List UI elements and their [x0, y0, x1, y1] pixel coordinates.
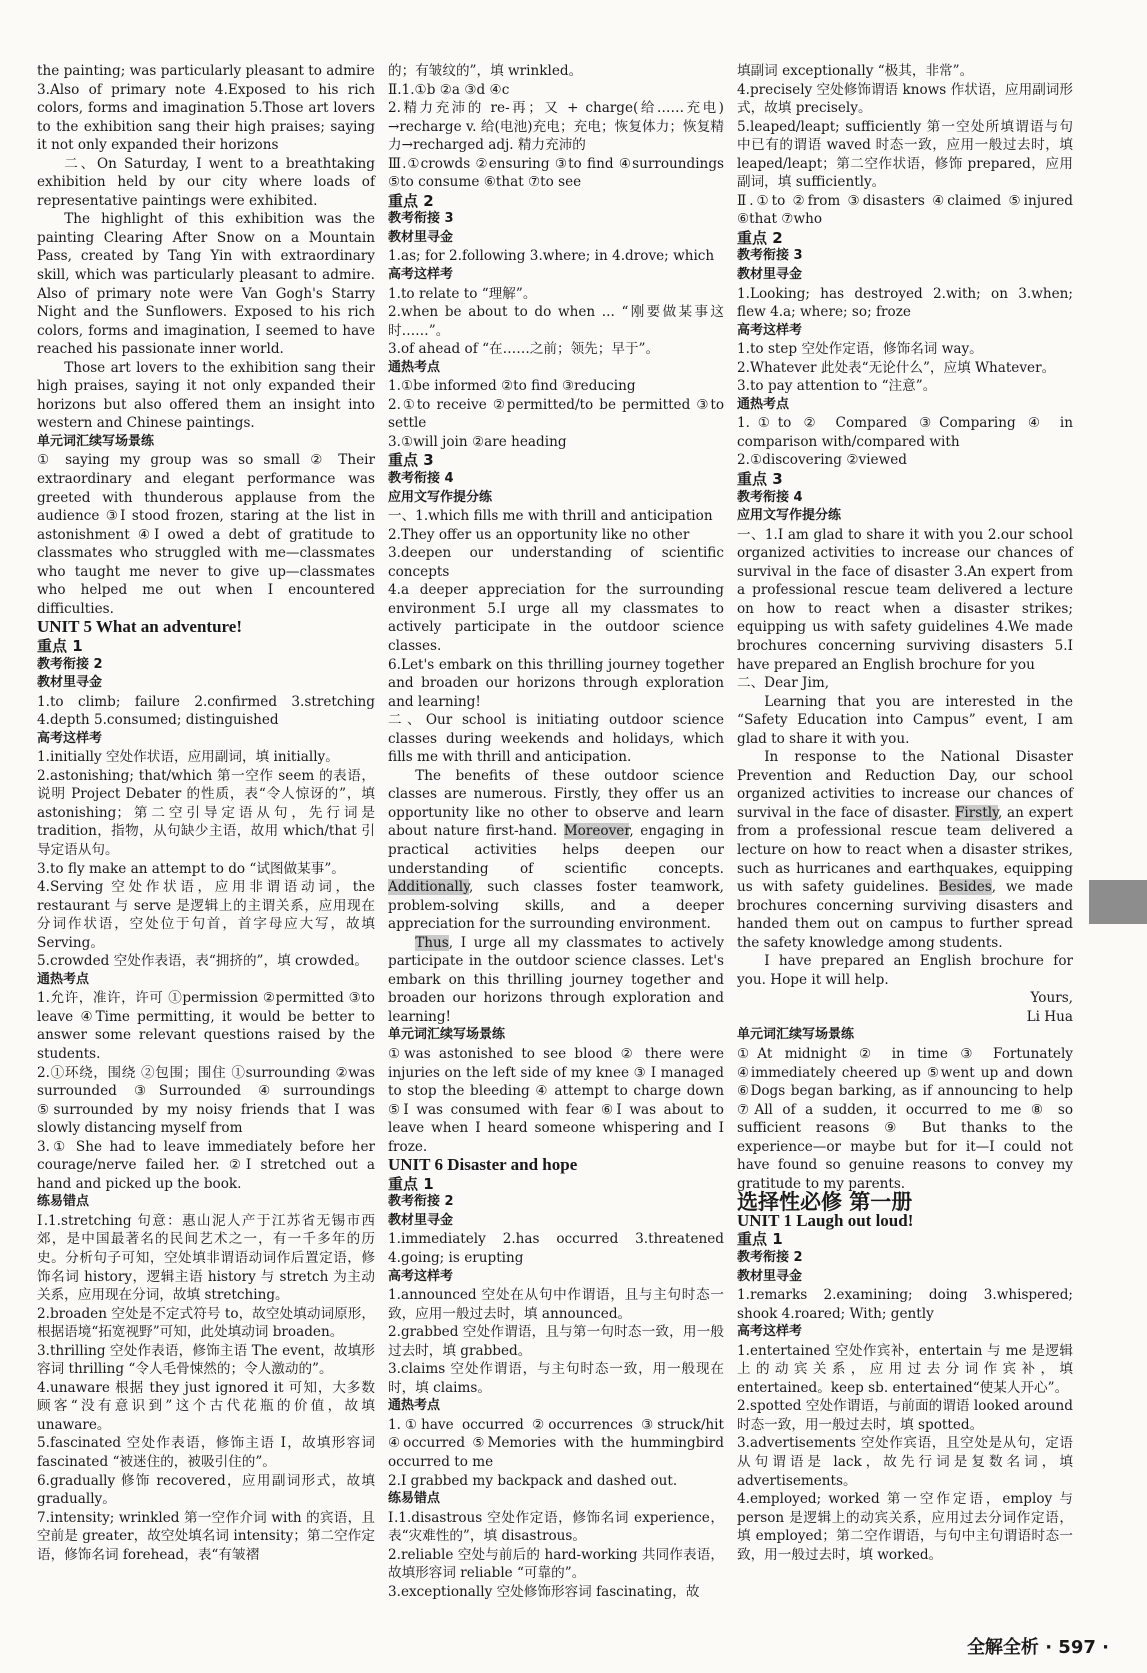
col3-line: 2.①discovering ②viewed — [737, 452, 907, 469]
col2-line: 2.reliable 空处与前后的 hard-working 共同作表语，故填形容词 reliable “可靠的”。 — [388, 1546, 724, 1582]
col3-line: 通热考点 — [737, 396, 790, 412]
col3-line: 教考衔接 2 — [737, 1250, 803, 1265]
col1-line: 通热考点 — [37, 971, 90, 987]
col1-line: ① saying my group was so small ② Their extraordinary and elegant performance was greeted with thunderous applause from the audience ③I stood frozen, staring at the list in astonishment ④I owed a debt of gratitude to classmates who struggled with me—classmates who taught me never to give up—classmates who helped me out when I encountered difficulties. — [37, 452, 375, 617]
col2-line: 重点 2 — [388, 191, 434, 210]
col3-line: 1.①to ② Compared ③Comparing ④ in comparison with/compared with — [737, 415, 1073, 450]
column-3 — [737, 62, 1073, 1564]
col1-line: 5.crowded 空处作表语，表“拥挤的”，填 crowded。 — [37, 953, 368, 970]
col3-line: 1.entertained 空处作宾补，entertain 与 me 是逻辑上的动宾关系，应用过去分词作宾补，填 entertained。keep sb. entertained“使某人开心”。 — [737, 1342, 1073, 1396]
col1-line: 单元词汇续写场景练 — [37, 433, 155, 449]
col3-line: 1.remarks 2.examining; doing 3.whispered; shook 4.roared; With; gently — [737, 1287, 1073, 1322]
col3-line: ①At midnight ② in time ③ Fortunately ④immediately cheered up ⑤went up and down ⑥Dogs began barking, as if announcing to help ⑦All of a sudden, it occurred to me ⑧ so sufficient reasons ⑨ But thanks to the experience—or maybe but for it—I could not have found so genuine reasons to convey my gratitude to my parents. — [737, 1045, 1073, 1192]
col1-line: 1.initially 空处作状语，应用副词，填 initially。 — [37, 749, 339, 766]
col2-line: Ⅰ.1.disastrous 空处作定语，修饰名词 experience，表“灾难性的”，填 disastrous。 — [388, 1509, 724, 1545]
col1-line: 2.broaden 空处是不定式符号 to，故空处填动词原形，根据语境“拓宽视野”可知，此处填动词 broaden。 — [37, 1305, 375, 1341]
col1-line: 二、On Saturday, I went to a breathtaking exhibition held by our city where loads of representative paintings were exhibited. — [37, 155, 375, 209]
col3-line: 高考这样考 — [737, 1324, 803, 1340]
col1-line: UNIT 5 What an adventure! — [37, 617, 242, 637]
col2-line: 教考衔接 3 — [388, 211, 454, 227]
col2-line: Ⅱ.1.①b ②a ③d ④c — [388, 81, 510, 98]
col1-line: 教材里寻金 — [37, 675, 103, 691]
col1-line: Those art lovers to the exhibition sang their high praises, saying it not only expanded their horizons but also offered them an insight into western and Chinese paintings. — [37, 359, 375, 432]
side-tab-marker — [1089, 880, 1147, 924]
col2-line: 教材里寻金 — [388, 229, 454, 245]
col3-line: I have prepared an English brochure for you. Hope it will help. — [737, 953, 1073, 988]
col3-line: 单元词汇续写场景练 — [737, 1027, 855, 1043]
col3-line: 教考衔接 4 — [737, 489, 803, 505]
col3-line: 重点 1 — [737, 1230, 783, 1249]
col3-line: Yours, — [1030, 990, 1073, 1007]
col2-line: 2.grabbed 空处作谓语，且与第一句时态一致，用一般过去时，填 grabbed。 — [388, 1324, 724, 1359]
col3-line: 教考衔接 3 — [737, 248, 803, 264]
highlight-word: Besides — [938, 879, 992, 896]
column-2 — [388, 62, 724, 1601]
col1-line: 4.Serving 空处作状语，应用非谓语动词，the restaurant 与 serve 是逻辑上的主谓关系，应用现在分词作状语，空处位于句首，首字母应大写，故填 Serving。 — [37, 879, 375, 951]
col3-line: Li Hua — [1026, 1008, 1073, 1025]
col1-line: Ⅰ.1.stretching 句意：惠山泥人产于江苏省无锡市西郊，是中国最著名的民间艺术之一，有一千多年的历史。分析句子可知，空处填非谓语动词作后置定语，修饰名词 history，逻辑主语 history 与 stretch 为主动关系，应用现在分词，故填 stretching。 — [37, 1212, 375, 1304]
col1-line: 3.① She had to leave immediately before her courage/nerve failed her. ②I stretched out a hand and picked up the book. — [37, 1138, 375, 1192]
col1-line: 5.fascinated 空处作表语，修饰主语 I，故填形容词 fascinated “被迷住的，被吸引住的”。 — [37, 1435, 375, 1471]
col2-line: 重点 3 — [388, 451, 434, 470]
col1-line: 教考衔接 2 — [37, 656, 103, 672]
col2-line: 3.of ahead of “在……之前；领先；早于”。 — [388, 341, 660, 358]
col3-line: 2.Whatever 此处表“无论什么”，应填 Whatever。 — [737, 359, 1056, 376]
col2-line: Thus, I urge all my classmates to actively participate in the outdoor science classes. Let's embark on this thrilling journey together and broaden our horizons through exploration and learning! — [388, 934, 724, 1025]
col3-line: Ⅱ.①to ②from ③disasters ④claimed ⑤injured ⑥that ⑦who — [737, 192, 1073, 228]
col1-line: 1.允许，准许，许可 ①permission ②permitted ③to leave ④Time permitting, it would be better to answer some relevant questions raised by the students. — [37, 990, 375, 1062]
col2-line: 通热考点 — [388, 359, 441, 375]
col2-line: 2.They offer us an opportunity like no other — [388, 526, 690, 543]
col3-line: 二、Dear Jim, — [737, 675, 830, 692]
col3-line: 3.advertisements 空处作宾语，且空处是从句，定语从句谓语是 lack，故先行词是复数名词，填 advertisements。 — [737, 1435, 1073, 1489]
col3-line: In response to the National Disaster Prevention and Reduction Day, our school organized activities to increase our chances of survival in the face of disaster. Firstly, an expert from a professional rescue team delivered a lecture on how to react when a disaster strikes, such as hurricanes and earthquakes, equipping us with safety guidelines. Besides, we made brochures concerning surviving disasters and handed them out on campus to further spread the safety knowledge among students. — [737, 749, 1074, 951]
col3-line: 教材里寻金 — [737, 1268, 803, 1284]
col3-line: 4.precisely 空处修饰谓语 knows 作状语，应用副词形式，故填 precisely。 — [737, 81, 1073, 117]
col1-line: 6.gradually 修饰 recovered，应用副词形式，故填 gradually。 — [37, 1472, 375, 1508]
col2-line: 1.to relate to “理解”。 — [388, 285, 537, 302]
col2-line: 教考衔接 2 — [388, 1194, 454, 1210]
col2-line: 1.announced 空处在从句中作谓语，且与主句时态一致，应用一般过去时，填 announced。 — [388, 1287, 724, 1322]
col1-line: 3.to fly make an attempt to do “试图做某事”。 — [37, 860, 345, 877]
col2-line: Ⅲ.①crowds ②ensuring ③to find ④surroundings ⑤to consume ⑥that ⑦to see — [388, 155, 724, 191]
col3-line: 填副词 exceptionally “极其，非常”。 — [737, 63, 974, 79]
col3-line: 高考这样考 — [737, 322, 803, 338]
highlight-word: Moreover — [563, 823, 630, 840]
column-1 — [37, 62, 375, 1564]
highlight-word: Firstly — [955, 804, 998, 821]
col3-line: Learning that you are interested in the “Safety Education into Campus” event, I am glad to share it with you. — [737, 693, 1073, 747]
col2-line: 的；有皱纹的”，填 wrinkled。 — [388, 63, 583, 79]
col3-line: 2.spotted 空处作谓语，与前面的谓语 looked around 时态一致，用一般过去时，填 spotted。 — [737, 1398, 1073, 1433]
col2-line: 1.①be informed ②to find ③reducing — [388, 378, 636, 395]
col3-line: 一、1.I am glad to share it with you 2.our school organized activities to increase our chances of survival in the face of disaster 3.An expert from a professional rescue team delivered a lecture on how to react when a disaster strikes; equipping us with safety guidelines 4.We made brochures concerning surviving disasters 5.I have prepared an English brochure for you — [737, 526, 1073, 673]
col2-line: 重点 1 — [388, 1174, 434, 1193]
col2-line: 2.精力充沛的 re-再；又 + charge(给……充电) →recharge v. 给(电池)充电；充电；恢复体力；恢复精力→recharged adj. 精力充沛的 — [388, 100, 724, 154]
col1-line: 2.astonishing; that/which 第一空作 seem 的表语，说明 Project Debater 的性质，表“令人惊讶的”，填 astonishing；第二空引导定语从句，先行词是 tradition，指物，从句缺少主语，故用 which/that 引导定语从句。 — [37, 767, 375, 858]
col2-line: 教材里寻金 — [388, 1212, 454, 1228]
col3-line: 3.to pay attention to “注意”。 — [737, 378, 937, 395]
col2-line: 高考这样考 — [388, 1268, 454, 1284]
col1-line: 练易错点 — [37, 1194, 90, 1210]
col2-line: 高考这样考 — [388, 267, 454, 283]
col3-line: 教材里寻金 — [737, 267, 803, 283]
col3-line: 5.leaped/leapt; sufficiently 第一空处所填谓语与句中已有的谓语 waved 时态一致，应用一般过去时，填 leaped/leapt；第二空作状语，修饰 prepared，应用副词，填 sufficiently。 — [737, 118, 1073, 191]
col1-line: 高考这样考 — [37, 730, 103, 746]
col2-line: ①was astonished to see blood ② there were injuries on the left side of my knee ③ I managed to stop the bleeding ④ attempt to charge down ⑤I was consumed with fear ⑥I was about to leave when I heard someone whispering and I froze. — [388, 1045, 724, 1155]
col3-line: 重点 2 — [737, 228, 783, 247]
col3-line: UNIT 1 Laugh out loud! — [737, 1210, 914, 1230]
col2-line: 2.when be about to do when ... “刚要做某事这时……”。 — [388, 304, 724, 339]
col2-line: 2.①to receive ②permitted/to be permitted ③to settle — [388, 396, 724, 432]
col1-line: the painting; was particularly pleasant to admire — [37, 63, 375, 79]
col2-line: 教考衔接 4 — [388, 471, 454, 487]
page-footer: 全解全析 · 597 · — [966, 1637, 1109, 1658]
col3-line: 重点 3 — [737, 470, 783, 489]
highlight-word: Thus — [415, 934, 449, 951]
col2-line: 单元词汇续写场景练 — [388, 1027, 506, 1043]
col2-line: 应用文写作提分练 — [388, 489, 493, 505]
col1-line: 重点 1 — [37, 636, 83, 655]
col1-line: 4.unaware 根据 they just ignored it 可知，大多数顾客“没有意识到”这个古代花瓶的价值，故填 unaware。 — [37, 1379, 375, 1433]
col2-line: 通热考点 — [388, 1398, 441, 1414]
col1-line: 3.thrilling 空处作表语，修饰主语 The event，故填形容词 thrilling “令人毛骨悚然的；令人激动的”。 — [37, 1342, 375, 1378]
col2-line: 3.exceptionally 空处修饰形容词 fascinating，故 — [388, 1583, 700, 1600]
col2-line: 3.deepen our understanding of scientific concepts — [388, 545, 724, 580]
col2-line: 1.as; for 2.following 3.where; in 4.drove; which — [388, 248, 715, 265]
col2-line: 3.claims 空处作谓语，与主句时态一致，用一般现在时，填 claims。 — [388, 1361, 724, 1396]
highlight-word: Additionally — [388, 879, 469, 896]
col2-line: 1.immediately 2.has occurred 3.threatened 4.going; is erupting — [388, 1231, 724, 1266]
col2-line: 一、1.which fills me with thrill and anticipation — [388, 508, 713, 525]
col2-line: 二、Our school is initiating outdoor science classes during weekends and holidays, which fills me with thrill and anticipation. — [388, 712, 724, 766]
col3-line: 4.employed; worked 第一空作定语，employ 与 person 是逻辑上的动宾关系，应用过去分词作定语，填 employed；第二空作谓语，与句中主句谓语时态一致，用一般过去时，填 worked。 — [737, 1491, 1073, 1563]
col2-line: 3.①will join ②are heading — [388, 433, 567, 450]
col1-line: 2.①环绕，围绕 ②包围；围住 ①surrounding ②was surrounded ③Surrounded ④surroundings ⑤surrounded by my noisy friends that I was slowly distancing myself from — [37, 1064, 375, 1137]
col2-line: UNIT 6 Disaster and hope — [388, 1155, 578, 1175]
col2-line: The benefits of these outdoor science classes are numerous. Firstly, they offer us an opportunity like no other to observe and learn about nature first-hand. Moreover, engaging in practical activities helps deepen our understanding of scientific concepts. Additionally, such classes foster teamwork, problem-solving skills, and a deeper appreciation for the surrounding environment. — [388, 767, 724, 933]
col2-line: 2.I grabbed my backpack and dashed out. — [388, 1472, 678, 1489]
col3-line: 应用文写作提分练 — [737, 508, 842, 524]
col3-line: 1.to step 空处作定语，修饰名词 way。 — [737, 341, 983, 358]
col1-line: 7.intensity; wrinkled 第一空作介词 with 的宾语，且空前是 greater，故空处填名词 intensity；第二空作定语，修饰名词 forehead，表“有皱褶 — [37, 1509, 375, 1563]
col2-line: 4.a deeper appreciation for the surrounding environment 5.I urge all my classmates to actively participate in the outdoor science classes. — [388, 582, 724, 654]
col1-line: 1.to climb; failure 2.confirmed 3.stretching 4.depth 5.consumed; distinguished — [37, 693, 375, 729]
col3-line: 1.Looking; has destroyed 2.with; on 3.when; flew 4.a; where; so; froze — [737, 285, 1073, 321]
col2-line: 练易错点 — [388, 1491, 441, 1507]
col2-line: 6.Let's embark on this thrilling journey together and broaden our horizons through exploration and learning! — [388, 656, 724, 710]
col1-line: 3.Also of primary note 4.Exposed to his rich colors, forms and imagination 5.Those art lovers to the exhibition sang their high praises; saying it not only expanded their horizons — [37, 81, 375, 154]
col2-line: 1.①have occurred ②occurrences ③struck/hit ④occurred ⑤Memories with the hummingbird occurred to me — [388, 1416, 724, 1471]
col1-line: The highlight of this exhibition was the painting Clearing After Snow on a Mountain Pass, created by Tang Yin with extraordinary skill, which was particularly pleasant to admire. Also of primary note were Van Gogh's Starry Night and the Sunflowers. Exposed to his rich colors, forms and imagination, I seemed to have reached his passionate inner world. — [37, 211, 375, 358]
col3-line: 选择性必修 第一册 — [737, 1190, 913, 1215]
